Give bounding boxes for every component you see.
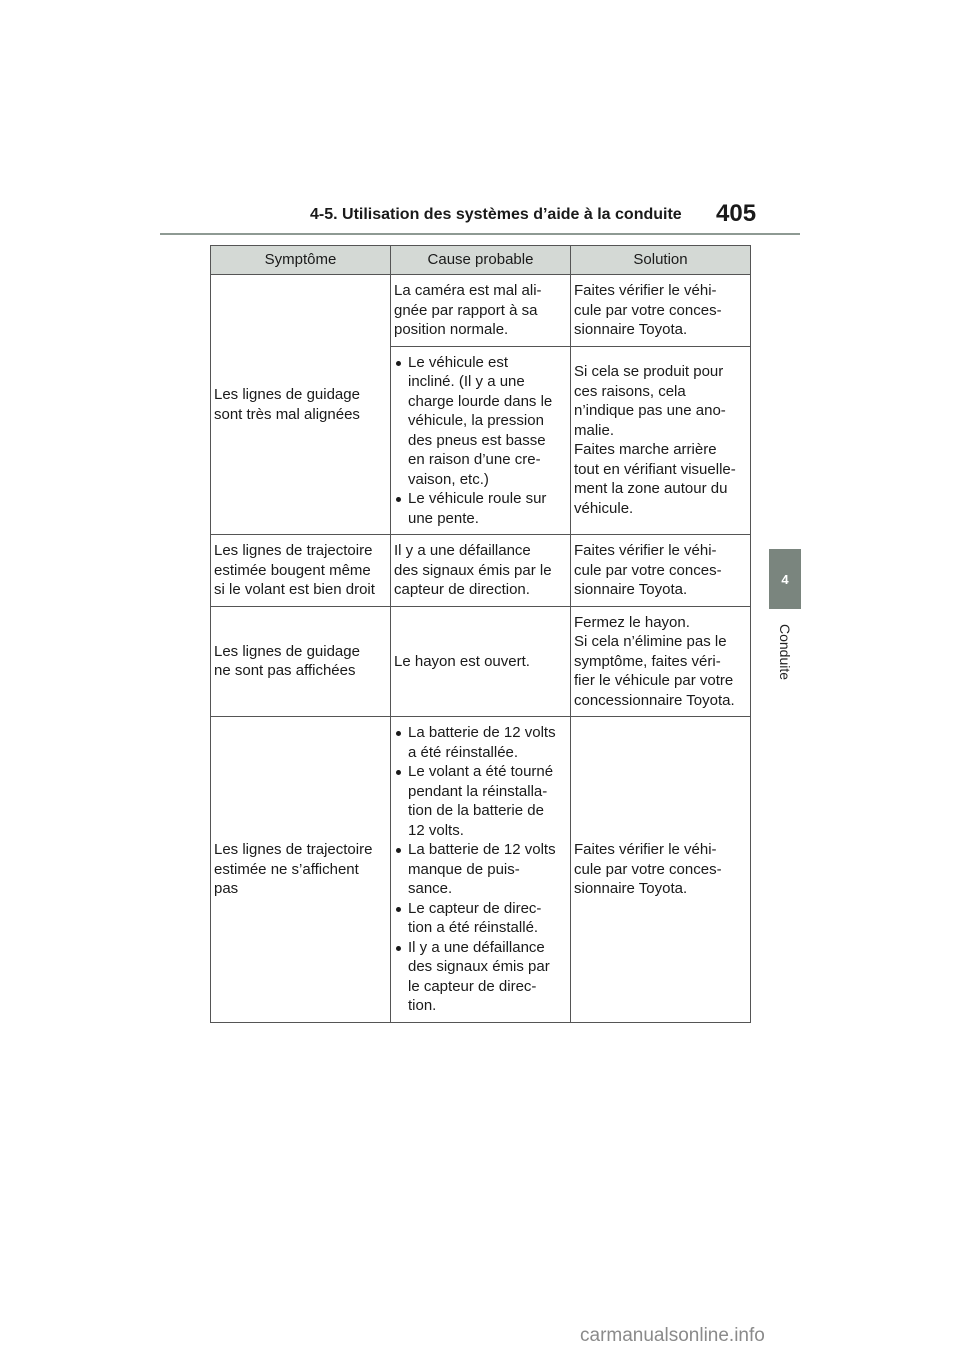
symptom-cell: Les lignes de guidage sont très mal alignées	[211, 275, 391, 535]
table-row	[211, 275, 751, 347]
table-row	[211, 535, 751, 607]
cause-item: Le capteur de direc- tion a été réinstallé.	[394, 899, 568, 938]
cause-cell: La caméra est mal ali- gnée par rapport à sa position normale.	[391, 275, 571, 347]
table-row	[211, 606, 751, 717]
cause-cell: Le hayon est ouvert.	[391, 606, 571, 717]
troubleshooting-table	[210, 245, 751, 1023]
solution-cell: Si cela se produit pour ces raisons, cela n’indique pas une ano- malie. Faites marche arrière tout en vérifiant visuelle- ment la zone autour du véhicule.	[571, 346, 751, 535]
column-header-symptom: Symptôme	[211, 246, 391, 275]
symptom-cell: Les lignes de trajectoire estimée ne s’affichent pas	[211, 717, 391, 1023]
solution-cell: Fermez le hayon. Si cela n’élimine pas le symptôme, faites véri- fier le véhicule par votre concessionnaire Toyota.	[571, 606, 751, 717]
column-header-solution: Solution	[571, 246, 751, 275]
symptom-cell: Les lignes de trajectoire estimée bougent même si le volant est bien droit	[211, 535, 391, 607]
chapter-number: 4	[781, 571, 789, 587]
table-row	[211, 717, 751, 1023]
solution-cell: Faites vérifier le véhi- cule par votre conces- sionnaire Toyota.	[571, 275, 751, 347]
cause-cell	[391, 346, 571, 535]
watermark: carmanualsonline.info	[580, 1325, 765, 1346]
cause-list	[394, 723, 568, 1016]
page-number: 405	[716, 200, 757, 227]
solution-cell: Faites vérifier le véhi- cule par votre conces- sionnaire Toyota.	[571, 535, 751, 607]
cause-list	[394, 353, 568, 529]
cause-item: La batterie de 12 volts manque de puis- sance.	[394, 840, 568, 899]
section-title: 4-5. Utilisation des systèmes d’aide à la conduite	[310, 206, 682, 223]
cause-item: Le véhicule est incliné. (Il y a une charge lourde dans le véhicule, la pression des pneus est basse en raison d’une cre- vaison, etc.)	[394, 353, 568, 490]
cause-item: Le volant a été tourné pendant la réinstalla- tion de la batterie de 12 volts.	[394, 762, 568, 840]
solution-cell: Faites vérifier le véhi- cule par votre conces- sionnaire Toyota.	[571, 717, 751, 1023]
chapter-tab	[769, 549, 801, 609]
cause-cell	[391, 717, 571, 1023]
cause-item: La batterie de 12 volts a été réinstallée.	[394, 723, 568, 762]
symptom-cell: Les lignes de guidage ne sont pas affichées	[211, 606, 391, 717]
table-header-row	[211, 246, 751, 275]
cause-item: Il y a une défaillance des signaux émis par le capteur de direc- tion.	[394, 938, 568, 1016]
chapter-label: Conduite	[777, 623, 793, 681]
cause-item: Le véhicule roule sur une pente.	[394, 489, 568, 528]
header-divider	[160, 233, 800, 235]
column-header-cause: Cause probable	[391, 246, 571, 275]
cause-cell: Il y a une défaillance des signaux émis par le capteur de direction.	[391, 535, 571, 607]
